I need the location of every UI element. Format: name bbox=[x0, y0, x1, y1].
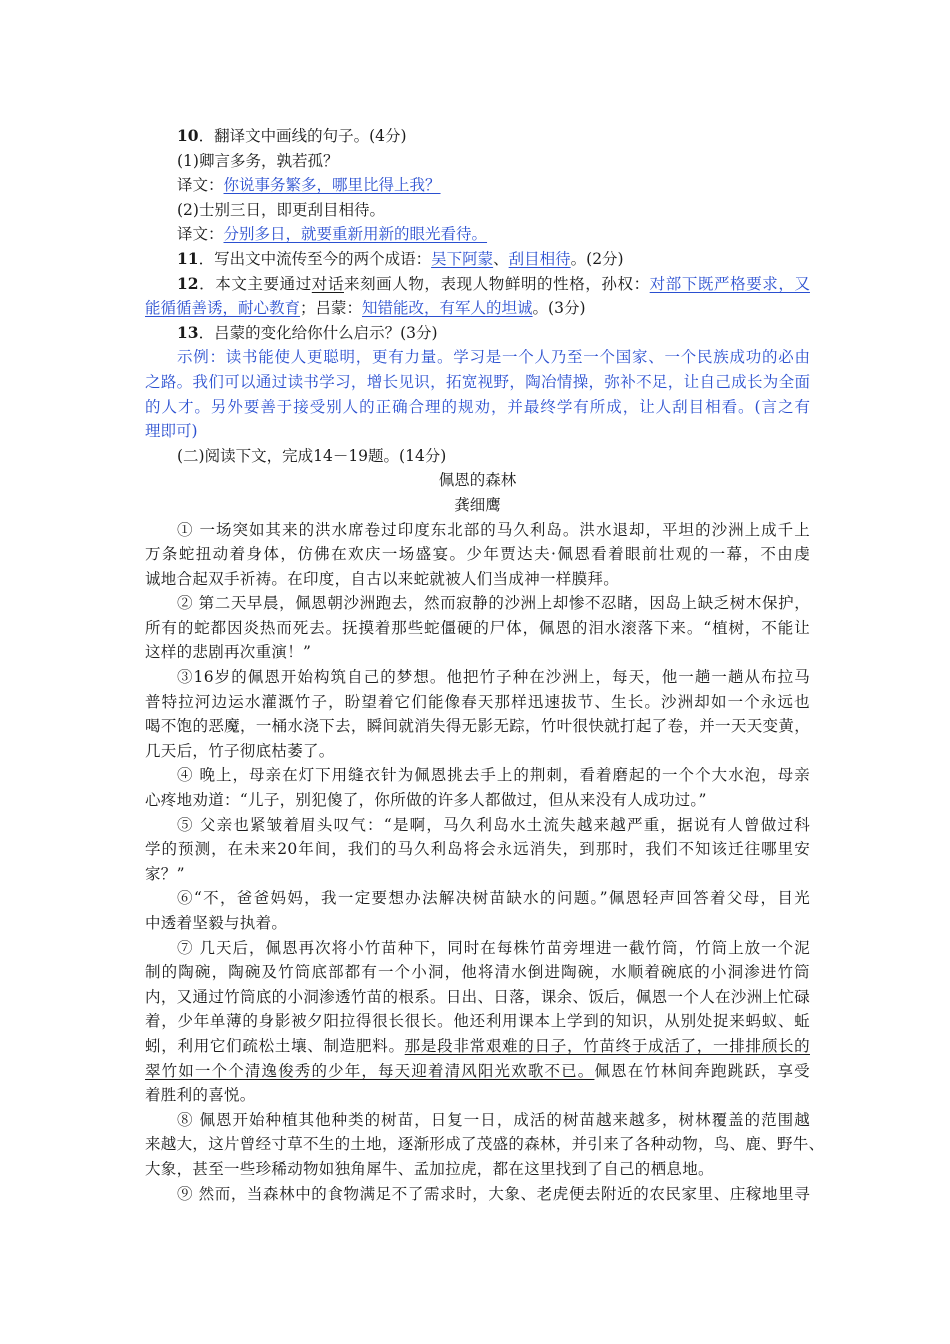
question-score: 。(2分) bbox=[570, 249, 624, 268]
answer-line: 示例：读书能使人更聪明，更有力量。学习是一个人乃至一个国家、一个民族成功的必由 bbox=[177, 348, 810, 367]
paragraph-line: 万条蛇扭动着身体，仿佛在欢庆一场盛宴。少年贾达夫·佩恩看着眼前壮观的一幕，不由虔 bbox=[145, 545, 810, 564]
paragraph-line: ⑨ 然而，当森林中的食物满足不了需求时，大象、老虎便去附近的农民家里、庄稼地里寻 bbox=[177, 1184, 810, 1203]
answer-text: 能循循善诱，耐心教育 bbox=[145, 299, 301, 318]
paragraph-line: ③16岁的佩恩开始构筑自己的梦想。他把竹子种在沙洲上，每天，他一趟一趟从布拉马 bbox=[177, 668, 810, 687]
question-10 bbox=[145, 124, 810, 149]
question-text: 来刻画人物，表现人物鲜明的性格，孙权： bbox=[343, 274, 650, 293]
question-13 bbox=[145, 321, 810, 346]
question-text: ．吕蒙的变化给你什么启示？(3分) bbox=[198, 323, 438, 342]
paragraph-line: ⑦ 几天后，佩恩再次将小竹苗种下，同时在每株竹苗旁埋进一截竹筒，竹筒上放一个泥 bbox=[177, 938, 810, 957]
question-number: 10 bbox=[177, 126, 199, 145]
paragraph-line: ① 一场突如其来的洪水席卷过印度东北部的马久利岛。洪水退却，平坦的沙洲上成千上 bbox=[177, 520, 810, 539]
story-author: 龚细鹰 bbox=[454, 495, 501, 514]
question-number: 11 bbox=[177, 248, 199, 268]
story-title: 佩恩的森林 bbox=[438, 471, 517, 490]
q10-sub2: (2)士别三日，即更刮目相待。 bbox=[177, 200, 385, 219]
answer-line: 理即可) bbox=[145, 422, 198, 441]
paragraph-line: 喝不饱的恶魔，一桶水浇下去，瞬间就消失得无影无踪，竹叶很快就打起了卷，并一天天变黄， bbox=[145, 717, 810, 736]
separator: 、 bbox=[493, 249, 509, 268]
underlined-sentence: 翠竹如一个个清逸俊秀的少年，每天迎着清风阳光欢歌不已。 bbox=[145, 1061, 595, 1080]
section-intro: (二)阅读下文，完成14－19题。(14分) bbox=[177, 446, 447, 465]
key-term: 对话 bbox=[311, 274, 344, 293]
question-11 bbox=[145, 247, 810, 272]
question-12-cont bbox=[145, 296, 810, 321]
question-text: ；吕蒙： bbox=[300, 299, 363, 318]
paragraph-line: 心疼地劝道：“儿子，别犯傻了，你所做的许多人都做过，但从来没有人成功过。” bbox=[145, 791, 707, 810]
answer-prefix: 译文： bbox=[177, 176, 224, 195]
q10-answer1 bbox=[145, 173, 810, 198]
question-number: 12 bbox=[177, 273, 199, 293]
question-text: ．翻译文中画线的句子。(4分) bbox=[198, 127, 407, 145]
paragraph-line: ⑥“不，爸爸妈妈，我一定要想办法解决树苗缺水的问题。”佩恩轻声回答着父母，目光 bbox=[177, 889, 810, 908]
answer-text: 对部下既严格要求，又 bbox=[649, 274, 810, 293]
question-number: 13 bbox=[177, 322, 199, 342]
paragraph-line: 制的陶碗，陶碗及竹筒底部都有一个小洞，他将清水倒进陶碗，水顺着碗底的小洞渗进竹筒 bbox=[145, 963, 810, 982]
answer-text: 刮目相待 bbox=[508, 249, 571, 268]
paragraph-line: ④ 晚上，母亲在灯下用缝衣针为佩恩挑去手上的荆刺，看着磨起的一个个大水泡，母亲 bbox=[177, 766, 810, 785]
answer-line: 之路。我们可以通过读书学习，增长见识，拓宽视野，陶冶情操，弥补不足，让自己成长为全面 bbox=[145, 372, 810, 391]
paragraph-line: ② 第二天早晨，佩恩朝沙洲跑去，然而寂静的沙洲上却惨不忍睹，因岛上缺乏树木保护， bbox=[177, 594, 810, 613]
paragraph-line: 大象，甚至一些珍稀动物如独角犀牛、孟加拉虎，都在这里找到了自己的栖息地。 bbox=[145, 1159, 714, 1178]
paragraph-line: 来越大，这片曾经寸草不生的土地，逐渐形成了茂盛的森林，并引来了各种动物，鸟、鹿、野牛、 bbox=[145, 1135, 825, 1154]
q10-sub1: (1)卿言多务，孰若孤？ bbox=[177, 151, 339, 170]
q10-answer2 bbox=[145, 222, 810, 247]
paragraph-line bbox=[145, 1059, 810, 1084]
answer-prefix: 译文： bbox=[177, 225, 224, 244]
paragraph-line: 诚地合起双手祈祷。在印度，自古以来蛇就被人们当成神一样膜拜。 bbox=[145, 569, 620, 588]
paragraph-line: 着胜利的喜悦。 bbox=[145, 1086, 256, 1105]
document-content bbox=[145, 124, 825, 1206]
paragraph-line: 家？” bbox=[145, 864, 185, 883]
paragraph-line: 内，又通过竹筒底的小洞渗透竹苗的根系。日出、日落，课余、饭后，佩恩一个人在沙洲上忙碌 bbox=[145, 987, 810, 1006]
paragraph-line: 学的预测，在未来20年间，我们的马久利岛将会永远消失，到那时，我们不知该迁往哪里安 bbox=[145, 840, 810, 859]
paragraph-line: 这样的悲剧再次重演！” bbox=[145, 643, 312, 662]
answer-text: 知错能改，有军人的坦诚 bbox=[362, 299, 533, 318]
question-12 bbox=[145, 272, 810, 297]
text-segment: 佩恩在竹林间奔跑跳跃，享受 bbox=[594, 1061, 810, 1080]
answer-text: 分别多日，就要重新用新的眼光看待。 bbox=[223, 225, 488, 244]
question-text: ．写出文中流传至今的两个成语： bbox=[198, 249, 432, 268]
paragraph-line: 所有的蛇都因炎热而死去。抚摸着那些蛇僵硬的尸体，佩恩的泪水滚落下来。“植树，不能让 bbox=[145, 618, 810, 637]
paragraph-line: ⑧ 佩恩开始种植其他种类的树苗，日复一日，成活的树苗越来越多，树林覆盖的范围越 bbox=[177, 1110, 810, 1129]
paragraph-line: 着，少年单薄的身影被夕阳拉得很长很长。他还利用课本上学到的知识，从别处捉来蚂蚁、蚯 bbox=[145, 1012, 810, 1031]
paragraph-line: 几天后，竹子彻底枯萎了。 bbox=[145, 741, 335, 760]
story-body bbox=[145, 518, 825, 1207]
answer-text: 吴下阿蒙 bbox=[431, 249, 494, 268]
answer-line: 的人才。另外要善于接受别人的正确合理的规劝，并最终学有所成，让人刮目相看。(言之有 bbox=[145, 397, 810, 416]
paragraph-line: 普特拉河边运水灌溉竹子，盼望着它们能像春天那样迅速拔节、生长。沙洲却如一个永远也 bbox=[145, 692, 810, 711]
paragraph-line: ⑤ 父亲也紧皱着眉头叹气：“是啊，马久利岛水土流失越来越严重，据说有人曾做过科 bbox=[177, 815, 810, 834]
underlined-sentence: 那是段非常艰难的日子，竹苗终于成活了，一排排颀长的 bbox=[404, 1036, 810, 1055]
paragraph-line bbox=[145, 1034, 810, 1059]
answer-text: 你说事务繁多，哪里比得上我？ bbox=[223, 176, 441, 195]
question-score: 。(3分) bbox=[532, 299, 586, 318]
paragraph-line: 中透着坚毅与执着。 bbox=[145, 914, 288, 932]
question-text: ．本文主要通过 bbox=[198, 274, 312, 293]
text-segment: 蚓，利用它们疏松土壤、制造肥料。 bbox=[145, 1036, 405, 1055]
